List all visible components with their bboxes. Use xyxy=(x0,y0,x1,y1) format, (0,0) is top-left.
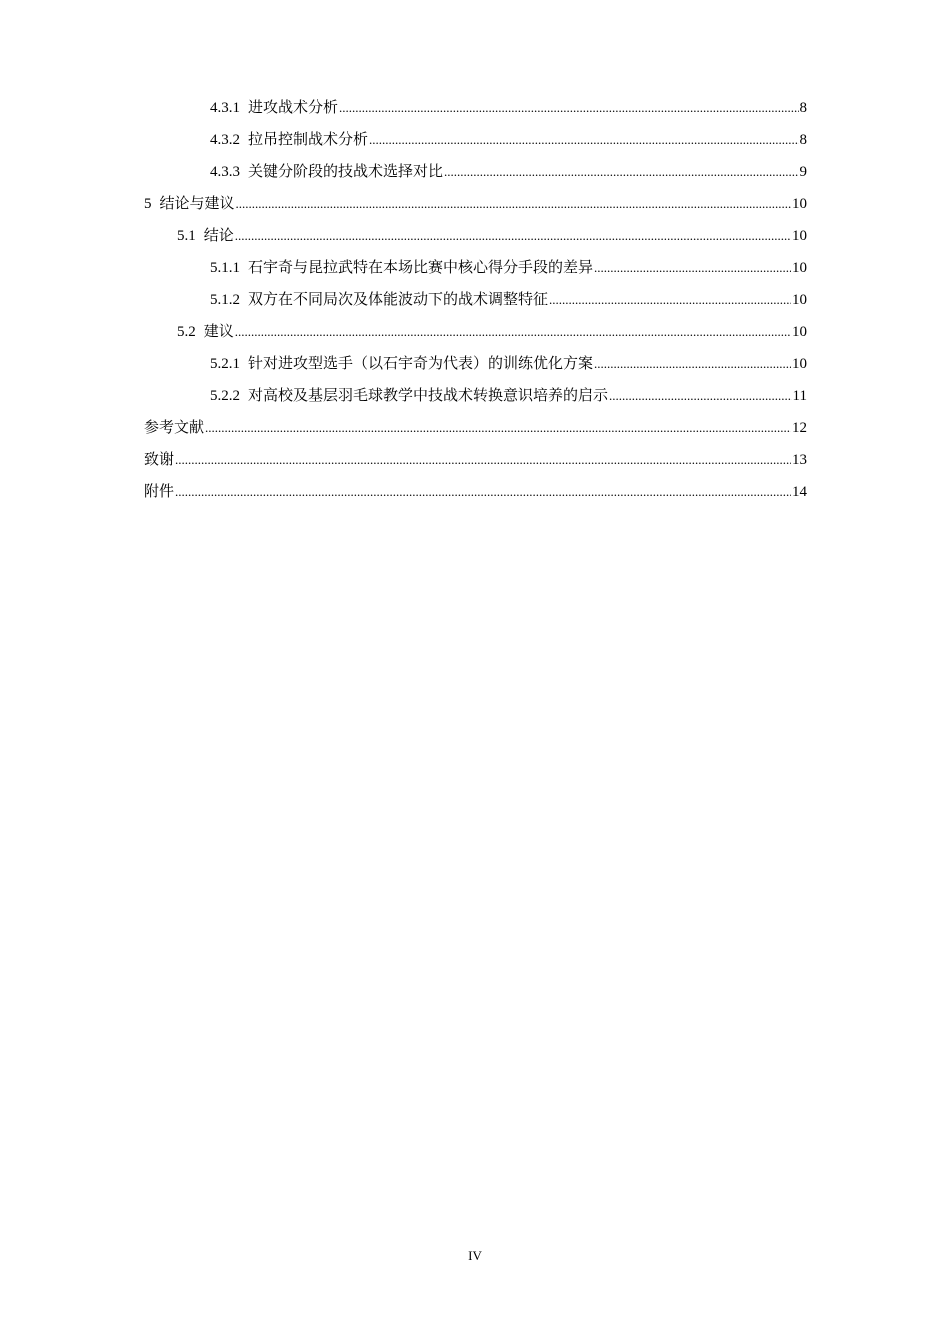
toc-entry-title: 对高校及基层羽毛球教学中技战术转换意识培养的启示 xyxy=(248,388,609,404)
toc-entry-number: 5.2.2 xyxy=(210,388,240,404)
dot-leader xyxy=(205,412,791,444)
toc-entry-page: 10 xyxy=(792,356,807,372)
toc-entry-5-1-1[interactable] xyxy=(144,252,807,284)
toc-entry-page: 14 xyxy=(792,484,807,500)
toc-entry-number: 5.2 xyxy=(177,324,196,340)
toc-entry-page: 8 xyxy=(799,100,807,116)
toc-entry-4-3-3[interactable] xyxy=(144,156,807,188)
toc-entry-title: 致谢 xyxy=(144,452,175,468)
toc-entry-title: 附件 xyxy=(144,484,175,500)
toc-entry-number: 5.1.1 xyxy=(210,260,240,276)
toc-entry-5-2-2[interactable] xyxy=(144,380,807,412)
table-of-contents xyxy=(144,92,807,508)
toc-entry-page: 10 xyxy=(792,292,807,308)
toc-entry-acknowledgements[interactable] xyxy=(144,444,807,476)
toc-entry-page: 12 xyxy=(792,420,807,436)
toc-entry-page: 10 xyxy=(792,260,807,276)
toc-entry-title: 进攻战术分析 xyxy=(248,100,339,116)
toc-entry-references[interactable] xyxy=(144,412,807,444)
toc-entry-page: 8 xyxy=(799,132,807,148)
dot-leader xyxy=(369,124,798,156)
dot-leader xyxy=(549,284,791,316)
dot-leader xyxy=(235,220,791,252)
toc-entry-number: 5 xyxy=(144,196,152,212)
toc-entry-5-2-1[interactable] xyxy=(144,348,807,380)
toc-entry-4-3-2[interactable] xyxy=(144,124,807,156)
toc-entry-page: 9 xyxy=(799,164,807,180)
toc-entry-title: 结论 xyxy=(203,228,234,244)
toc-entry-page: 10 xyxy=(792,324,807,340)
toc-entry-4-3-1[interactable] xyxy=(144,92,807,124)
toc-entry-number: 5.1 xyxy=(177,228,196,244)
toc-entry-title: 石宇奇与昆拉武特在本场比赛中核心得分手段的差异 xyxy=(248,260,594,276)
toc-entry-number: 4.3.3 xyxy=(210,164,240,180)
toc-entry-page: 11 xyxy=(792,388,807,404)
toc-entry-page: 10 xyxy=(792,228,807,244)
toc-entry-title: 参考文献 xyxy=(144,420,205,436)
toc-entry-5-1-2[interactable] xyxy=(144,284,807,316)
dot-leader xyxy=(235,316,791,348)
toc-entry-5-1[interactable] xyxy=(144,220,807,252)
dot-leader xyxy=(594,348,791,380)
toc-entry-title: 针对进攻型选手（以石宇奇为代表）的训练优化方案 xyxy=(248,356,594,372)
toc-entry-title: 结论与建议 xyxy=(159,196,235,212)
dot-leader xyxy=(175,444,791,476)
toc-entry-5-2[interactable] xyxy=(144,316,807,348)
page-number: IV xyxy=(468,1248,482,1263)
toc-entry-page: 13 xyxy=(792,452,807,468)
toc-entry-page: 10 xyxy=(792,196,807,212)
toc-entry-title: 拉吊控制战术分析 xyxy=(248,132,369,148)
dot-leader xyxy=(339,92,798,124)
toc-entry-title: 双方在不同局次及体能波动下的战术调整特征 xyxy=(248,292,549,308)
toc-entry-number: 5.1.2 xyxy=(210,292,240,308)
toc-entry-title: 关键分阶段的技战术选择对比 xyxy=(248,164,444,180)
dot-leader xyxy=(236,188,791,220)
toc-entry-number: 5.2.1 xyxy=(210,356,240,372)
toc-entry-title: 建议 xyxy=(203,324,234,340)
dot-leader xyxy=(594,252,791,284)
dot-leader xyxy=(175,476,791,508)
toc-entry-5[interactable] xyxy=(144,188,807,220)
toc-entry-number: 4.3.1 xyxy=(210,100,240,116)
toc-entry-number: 4.3.2 xyxy=(210,132,240,148)
dot-leader xyxy=(444,156,798,188)
dot-leader xyxy=(609,380,792,412)
toc-entry-appendix[interactable] xyxy=(144,476,807,508)
